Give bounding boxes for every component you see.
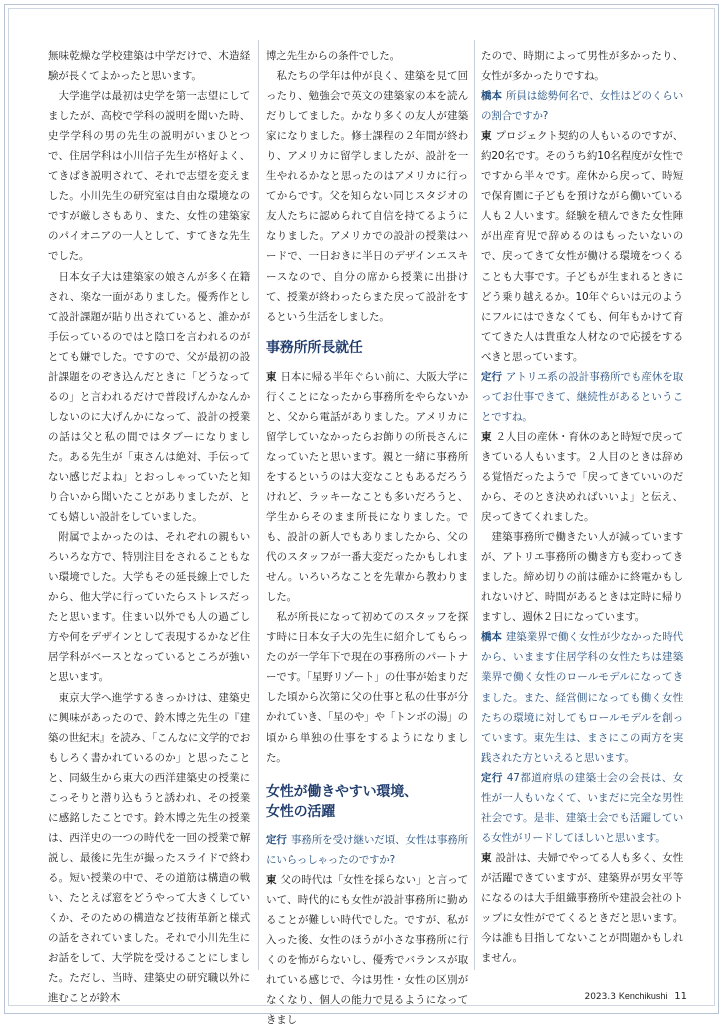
paragraph xyxy=(266,830,468,870)
paragraph xyxy=(481,367,683,427)
paragraph xyxy=(481,848,683,968)
paragraph-text: 私たちの学年は仲が良く、建築を見て回ったり、勉強会で英文の建築家の本を読んだりしてました。かなり多くの友人が建築家になりました。修士課程の２年間が終わり、アメリカに留学しましたが、設計を一生やれるかなと思ったのはアメリカに行ってからです。父を知らない同じスタジオの友人たちに認められて自信を持てるようになりました。アメリカでの設計の授業はハードで、一日おきに半日のデザインエスキースなので、自分の席から授業に出掛けて、授業が終わったらまた戻って設計をするという生活をしました。 xyxy=(266,70,468,323)
column-1 xyxy=(48,46,250,1008)
paragraph xyxy=(481,627,683,767)
paragraph xyxy=(266,367,468,608)
paragraph xyxy=(481,86,683,126)
paragraph xyxy=(266,607,468,767)
paragraph-text: 47都道府県の建築士会の会長は、女性が一人もいなくて、いまだに完全な男性社会です。是非、建築士会でも活躍している女性がリードしてほしいと思います。 xyxy=(481,771,683,844)
paragraph-text: 私が所長になって初めてのスタッフを探す時に日本女子大の先生に紹介してもらったのが一学年下で現在の事務所のパートナーです。「星野リゾート」の仕事が始まりだした頃から次第に父の仕事と私の仕事が分かれていき、「星のや」や「トンボの湯」の頃から単独の仕事をするようになりました。 xyxy=(266,611,468,764)
paragraph-text: 所員は総勢何名で、女性はどのくらいの割合ですか? xyxy=(481,90,684,123)
paragraph xyxy=(481,768,683,848)
section-heading-line: 女性の活躍 xyxy=(266,803,335,820)
paragraph-text: 無味乾燥な学校建築は中学だけで、木造経験が長くてよかったと思います。 xyxy=(48,50,250,83)
column-divider xyxy=(258,40,259,970)
paragraph xyxy=(48,527,250,687)
paragraph xyxy=(481,527,683,627)
speaker-name: 定行 xyxy=(266,833,287,846)
paragraph-text: 日本女子大は建築家の娘さんが多く在籍され、楽な一面がありました。優秀作として設計課題が貼り出されていると、誰かが手伝っているのではと陰口を言われるのがとても嫌でした。ですので、父が最初の設計課題をのぞき込んだときに「どうなってるの」と言われるだけで普段げんかなんかしないのに大げんかになって、設計の授業の話は父と私の間ではタブーになりました。ある先生が「東さんは絶対、手伝ってない感じだよね」とおっしゃっていたと知り合いから聞いたことがありましたが、とても嬉しい設計をしていました。 xyxy=(48,270,250,524)
paragraph-text: 附属でよかったのは、それぞれの親もいろいろな方で、特別注目をされることもない環境でした。大学もその延長線上でしたから、他大学に行っていたらストレスだったと思います。住まい以外でも人の過ごし方や何をデザインとして表現するかなど住居学科がベースとなっているところが強いと思います。 xyxy=(48,531,250,684)
paragraph-text: 建築事務所で働きたい人が減っていますが、アトリエ事務所の働き方も変わってきました。締め切りの前は確かに終電かもしれないけど、時間があるときは定時に帰りますし、週休２日になっています。 xyxy=(481,531,683,624)
column-divider xyxy=(474,40,475,970)
section-heading-director: 事務所所長就任 xyxy=(266,339,363,356)
paragraph-text: 事務所を受け継いだ頃、女性は事務所にいらっしゃったのですか? xyxy=(266,833,468,866)
paragraph-text: アトリエ系の設計事務所でも産休を取ってお仕事できて、継続性があるということですね。 xyxy=(481,370,684,423)
magazine-name: Kenchikushi xyxy=(618,991,668,1001)
section-heading-line: 女性が働きやすい環境、 xyxy=(266,783,418,800)
speaker-name: 定行 xyxy=(481,370,502,383)
paragraph-text: 博之先生からの条件でした。 xyxy=(266,50,400,62)
speaker-name: 橋本 xyxy=(481,90,502,103)
paragraph xyxy=(48,267,250,528)
paragraph xyxy=(48,46,250,86)
paragraph-text: 父の時代は「女性を採らない」と言っていて、時代的にも女性が設計事務所に勤めることが難しい時代でした。ですが、私が入った後、女性のほうが小さな事務所に行くのを怖がらないし、優秀でバランスが取れている感じで、今は男性・女性の区別がなくなり、個人の能力で見るようになってきまし xyxy=(266,873,468,1027)
page-number: 11 xyxy=(674,991,687,1002)
column-2-director-section xyxy=(266,367,468,768)
paragraph xyxy=(266,46,468,66)
speaker-name: 東 xyxy=(266,873,277,886)
paragraph-text: 大学進学は最初は史学を第一志望にしてましたが、高校で学科の説明を聞いた時、史学学科の男の先生の説明がいまひとつで、住居学科は小川信子先生が格好よく、てきぱき説明されて、それで志望を変えました。小川先生の研究室は自由な環境なのですが厳しさもあり、また、女性の建築家のパイオニアの一人として、すてきな先生でした。 xyxy=(48,90,250,263)
paragraph-text: 建築業界で働く女性が少なかった時代から、いまます住居学科の女性たちは建築業界で働く女性のロールモデルになってきました。また、経営側になっても働く女性たちの環境に対してもロールモデルを創っています。東先生は、まさにこの両方を実践された方といえると思います。 xyxy=(481,631,683,764)
speaker-name: 定行 xyxy=(481,771,503,784)
paragraph-text: プロジェクト契約の人もいるのですが、約20名です。そのうち約10名程度が女性でですから半々です。産休から戻って、時短で保育園に子どもを預けながら働いている人も２人います。経験を積んできた女性陣が出産育児で辞めるのはもったいないので、戻ってきて女性が働ける環境をつくることも大事です。子どもが生まれるときにどう乗り越えるか。10年ぐらいは元のようにフルにはできなくても、何年もかけて育ててきた人は貴重な人材なので応援をするべきと思っています。 xyxy=(481,130,683,363)
speaker-name: 東 xyxy=(481,430,492,443)
paragraph-text: 設計は、夫婦でやってる人も多く、女性が活躍できていますが、建築界が男女平等になるのは大手組織事務所や建設会社のトップに女性がでてくるときだと思います。今は誰も目指してないことが問題かもしれません。 xyxy=(481,851,683,965)
speaker-name: 東 xyxy=(481,130,492,143)
page-footer xyxy=(584,991,687,1002)
paragraph-text: たので、時期によって男性が多かったり、女性が多かったりですね。 xyxy=(481,50,683,83)
paragraph-text: 東京大学へ進学するきっかけは、建築史に興味があったので、鈴木博之先生の『建築の世紀末』を読み、「こんなに文学的でおもしろく書かれているのか」と思ったことと、同級生から東大の西洋建築史の授業にこっそりと潜り込もうと誘われ、その授業に感銘したことです。鈴木博之先生の授業は、西洋史の一つの時代を一回の授業で解説し、最後に先生が撮ったスライドで終わる。短い授業の中で、その道筋は構造の戦い、たとえば窓をどうやって大きくしていくか、そのための構造など技術革新と様式の話をされていました。それで小川先生にお話をして、大学院を受けることにしました。ただし、当時、建築史の研究職以外に進むことが鈴木 xyxy=(48,691,250,1005)
speaker-name: 東 xyxy=(266,370,277,383)
paragraph-text: 日本に帰る半年ぐらい前に、大阪大学に行くことになったから事務所をやらないかと、父から電話がありました。アメリカに留学していなかったらお飾りの所長さんになっていたと思います。親と一緒に事務所をするというのは大変なこともあるだろうけれど、ラッキーなことも多いだろうと、学生からそのまま所長になりました。でも、設計の新人でもありましたから、父の代のスタッフが一番大変だったかもしれません。いろいろなことを先輩から教わりました。 xyxy=(266,370,468,604)
issue-date: 2023.3 xyxy=(584,992,616,1002)
paragraph xyxy=(266,66,468,327)
column-2 xyxy=(266,46,468,1030)
paragraph-text: ２人目の産休・育休のあと時短で戻ってきている人もいます。２人目のときは辞める覚悟だったようで「戻ってきていいのだから、そのとき決めればいいよ」と伝え、戻ってきてくれました。 xyxy=(481,430,683,524)
paragraph xyxy=(481,126,683,367)
column-3 xyxy=(481,46,683,968)
paragraph xyxy=(266,870,468,1030)
paragraph xyxy=(481,427,683,527)
speaker-name: 東 xyxy=(481,851,492,864)
column-2-women-section xyxy=(266,830,468,1030)
paragraph xyxy=(48,86,250,266)
section-heading-women xyxy=(266,782,468,822)
column-2-intro xyxy=(266,46,468,327)
paragraph xyxy=(481,46,683,86)
paragraph xyxy=(48,688,250,1009)
speaker-name: 橋本 xyxy=(481,631,502,644)
